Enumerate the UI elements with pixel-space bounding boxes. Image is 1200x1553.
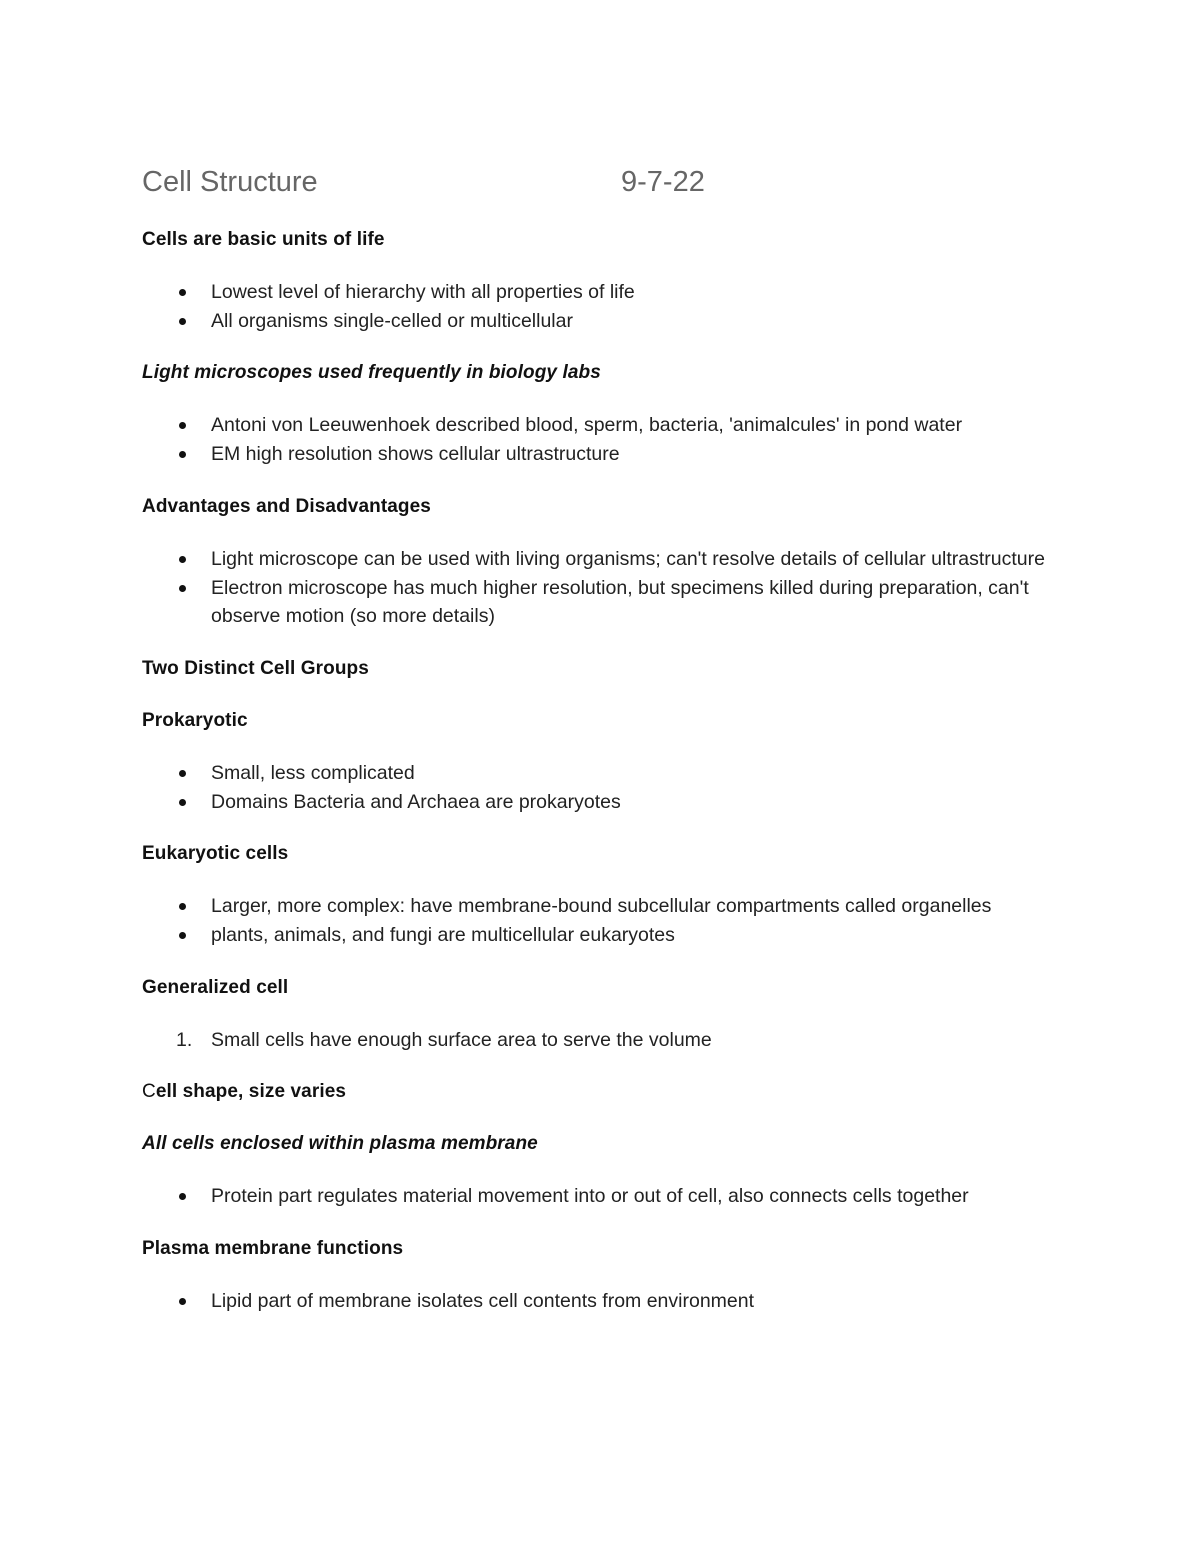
bullet-icon <box>179 318 186 325</box>
list-item: Domains Bacteria and Archaea are prokaryotes <box>142 788 1082 817</box>
list-item: All organisms single-celled or multicellular <box>142 307 1082 336</box>
bullet-list <box>142 892 1082 949</box>
section-heading: Light microscopes used frequently in biology labs <box>142 362 601 384</box>
list-item: plants, animals, and fungi are multicellular eukaryotes <box>142 921 1082 950</box>
list-item: Lipid part of membrane isolates cell contents from environment <box>142 1287 1082 1316</box>
bullet-icon <box>179 289 186 296</box>
section-heading: Cells are basic units of life <box>142 229 385 250</box>
list-item: Antoni von Leeuwenhoek described blood, sperm, bacteria, 'animalcules' in pond water <box>142 411 1082 440</box>
list-number: 1. <box>176 1028 193 1051</box>
bullet-icon <box>179 422 186 429</box>
list-item: Lowest level of hierarchy with all properties of life <box>142 278 1082 307</box>
bullet-icon <box>179 556 186 563</box>
list-item: Protein part regulates material movement into or out of cell, also connects cells together <box>142 1182 1082 1211</box>
bullet-icon <box>179 799 186 806</box>
numbered-list <box>142 1026 1082 1055</box>
document-page <box>142 164 1082 1340</box>
section-heading: Eukaryotic cells <box>142 843 289 865</box>
bullet-icon <box>179 1298 186 1305</box>
bullet-list <box>142 545 1082 631</box>
bullet-icon <box>179 932 186 939</box>
bullet-list <box>142 411 1082 468</box>
section-heading: Two Distinct Cell Groups <box>142 657 369 679</box>
list-item: Small, less complicated <box>142 759 1082 788</box>
list-item: 1. Small cells have enough surface area to serve the volume <box>142 1026 1082 1055</box>
section-heading: Prokaryotic <box>142 709 248 731</box>
bullet-icon <box>179 451 186 458</box>
title-row <box>142 164 1082 204</box>
bullet-list <box>142 759 1082 816</box>
section-heading: Advantages and Disadvantages <box>142 495 431 517</box>
bullet-list <box>142 278 1082 335</box>
section-heading: Cell shape, size varies <box>142 1081 347 1103</box>
section-heading: All cells enclosed within plasma membrane <box>142 1133 538 1155</box>
bullet-icon <box>179 770 186 777</box>
bullet-icon <box>179 585 186 592</box>
bullet-list <box>142 1287 1082 1316</box>
page-date: 9-7-22 <box>621 166 705 198</box>
list-item: Larger, more complex: have membrane-bound subcellular compartments called organelles <box>142 892 1082 921</box>
list-item: Electron microscope has much higher resolution, but specimens killed during preparation, can't observe motion (so more details) <box>142 574 1082 631</box>
page-title: Cell Structure <box>142 166 318 198</box>
bullet-icon <box>179 1193 186 1200</box>
bullet-icon <box>179 903 186 910</box>
section-heading: Plasma membrane functions <box>142 1238 404 1260</box>
bullet-list <box>142 1182 1082 1211</box>
list-item: EM high resolution shows cellular ultrastructure <box>142 440 1082 469</box>
list-item: Light microscope can be used with living organisms; can't resolve details of cellular ultrastructure <box>142 545 1082 574</box>
section-heading: Generalized cell <box>142 976 289 998</box>
